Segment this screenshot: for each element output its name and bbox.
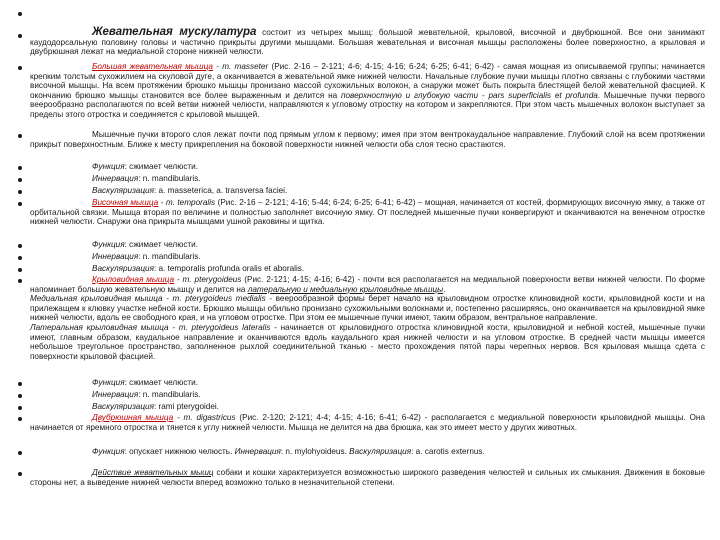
bullet: [18, 66, 22, 70]
label: Функция: [92, 162, 125, 171]
value: : a. carotis externus.: [411, 447, 485, 456]
vascularization-line: [92, 264, 720, 274]
italic-text: латеральную и медиальную крыловидные мышцы: [247, 284, 444, 294]
bullet: [18, 268, 22, 272]
paragraph-text: (Рис. 2-120; 2-121; 4-4; 4-15; 4-16; 6-41; 6-42) - располагается с медиальной поверхности крыловидной мышцы. Она начинается от яремного отростка и тянется к углу нижней челюсти. Мышца не делится на два брюшка, как это имеет место у других животных.: [30, 413, 705, 432]
bullet: [18, 382, 22, 386]
label: Васкуляризация: [349, 447, 412, 456]
bullet: [18, 244, 22, 248]
paragraph-text: состоит из четырех мышц: большой жевательной, крыловой, височной и двубрюшной. Все они занимают каудодорсальную половину головы и частично прикрыты другими мышцами. Большая жевательная и височная мышцы расположены более поверхностно, а крыловая и двубрюшная лежат на медиальной стороне нижней челюсти.: [30, 28, 706, 57]
bullet: [18, 12, 22, 16]
paragraph-masseter-layers: [30, 130, 705, 149]
value: : сжимает челюсти.: [124, 162, 199, 171]
value: : a. temporalis profunda oralis et aboralis.: [153, 264, 305, 273]
bullet: [18, 451, 22, 455]
value: : n. mandibularis.: [138, 390, 201, 399]
value: : a. masseterica, a. transversa faciei.: [153, 186, 288, 195]
paragraph-text: Мышечные пучки второго слоя лежат почти под прямым углом к первому; имея при этом вентрокаудальное направление. Глубокий слой на всем протяжении прикрыт поверхностным. Ближе к месту прикрепления на боковой поверхности нижней челюсти оба слоя тесно срастаются.: [30, 130, 705, 149]
value: : сжимает челюсти.: [124, 240, 199, 249]
bullet: [18, 394, 22, 398]
paragraph-masticatory-intro: [30, 28, 705, 57]
function-line: [92, 378, 720, 388]
paragraph-text: (Рис. 2-16 – 2-121; 4-16; 5-44; 6-24; 6-25; 6-41; 6-42) – мощная, начинается от костей, формирующих височную ямку, а также от орбитальной связки. Мышца вторая по величине и полностью заполняет височную ямку. От последней мышечные пучки конвергируют и оканчиваются на венечном отростке нижней челюсти. Снаружи она прикрыта мышцами ушной раковины и щитка.: [30, 198, 705, 227]
latin-name: - m. masseter: [212, 62, 269, 71]
latin-name: - m. temporalis: [158, 198, 216, 207]
label: Иннервация: [234, 447, 281, 456]
section-title: Жевательная мускулатура: [92, 26, 257, 38]
bullet: [18, 406, 22, 410]
paragraph-masseter: [30, 62, 705, 120]
paragraph-text: (Рис. 2-16 – 2-121; 4-6; 4-15; 4-16; 6-24; 6-25; 6-41; 6-42) - самая мощная из описываемой группы; начинается крепким толстым сухожилием на скуловой дуге, а оканчивается в жевательной ямке нижней челюсти. Начальные глубокие пучки мышцы плотно связаны с глубокими частями височной мышцы. На всем протяжении брюшко мышцы пронизано массой сухожильных волокон, а снаружи может быть покрыта блестящей белой жевательной фасцией. К окончанию брюшко мышцы становится все более выраженным и делится на: [30, 62, 705, 100]
function-line: [92, 240, 720, 250]
label: Васкуляризация: [92, 186, 154, 195]
paragraph-action: [30, 468, 705, 487]
value: : rami pterygoidei.: [153, 402, 220, 411]
label: Функция: [92, 447, 125, 456]
bullet: [18, 190, 22, 194]
bullet: [18, 279, 22, 283]
term-link[interactable]: Височная мышца: [92, 198, 159, 207]
italic-text: Действие жевательных мышц: [92, 468, 214, 477]
innervation-line: [92, 390, 720, 400]
paragraph-text: .: [443, 284, 446, 294]
function-innervation-vascularization-line: [92, 447, 720, 457]
paragraph-temporalis: [30, 198, 705, 227]
label: Васкуляризация: [92, 402, 154, 411]
latin-name: - m. digastricus: [173, 413, 236, 422]
paragraph-text: . Мышечные пучки первого веерообразно располагаются по всей ветви нижней челюсти, направляются к угловому отростку на котором и закрепляются. При этом часть мышечных волокон выступает за пределы этого отростка и соединяется с крыловой мышцей.: [30, 90, 705, 119]
term-link[interactable]: Крыловидная мышца: [92, 275, 175, 284]
italic-text: поверхностную и глубокую части - pars superficialis et profunda: [340, 90, 598, 100]
lateral-label: Латеральная крыловидная мышца - m. pterygoideus lateralis: [30, 322, 271, 332]
value: : n. mylohyoideus.: [280, 447, 350, 456]
paragraph-text: собаки и кошки характеризуется возможностью широкого разведения челюстей и сильных их смыкания. Движения в боковые стороны нет, а выведение нижней челюсти вперед возможно только в незначительной степени.: [30, 468, 705, 487]
innervation-line: [92, 174, 720, 184]
value: : n. mandibularis.: [138, 174, 201, 183]
value: : сжимает челюсти.: [124, 378, 199, 387]
bullet: [18, 202, 22, 206]
value: : опускает нижнюю челюсть.: [124, 447, 235, 456]
vascularization-line: [92, 402, 720, 412]
term-link[interactable]: Большая жевательная мышца: [92, 62, 213, 71]
label: Иннервация: [92, 252, 139, 261]
bullet: [18, 417, 22, 421]
label: Иннервация: [92, 174, 139, 183]
paragraph-digastricus: [30, 413, 705, 432]
bullet: [18, 134, 22, 138]
bullet: [18, 256, 22, 260]
paragraph-text: - начинается от крыловидного отростка клиновидной кости, крыловидной и небной костей, мышечные пучки имеют, главным образом, каудальное направление и оканчиваются вдоль каудального края нижней челюсти и на угловом отростке. В средней части мышцы имеется небольшое треугольное пространство, заполненное рыхлой соединительной тканью - место прохождения пятой пары черепных нервов. Вся крыловая мышца сдета с поверхности крыловой фасцией.: [30, 322, 705, 361]
paragraph-text: - веерообразной формы берет начало на крыловидном отростке клиновидной кости, крыловидной кости и на прилежащем к клювку участке небной кости. Брюшко мышцы обильно пронизано сухожильными волокнами и, постепенно расширяясь, оно оканчивается на крыловидной ямке нижней челюсти, вдоль ее свободного края, и на угловом отростке. При этом ее мышечные пучки имеют, таким образом, вентральное направление.: [30, 294, 705, 323]
bullet: [18, 472, 22, 476]
latin-name: - m. pterygoideus: [174, 275, 242, 284]
label: Иннервация: [92, 390, 139, 399]
label: Функция: [92, 378, 125, 387]
function-line: [92, 162, 720, 172]
label: Васкуляризация: [92, 264, 154, 273]
paragraph-pterygoideus: [30, 275, 705, 361]
term-link[interactable]: Двубрюшная мышца: [92, 413, 174, 422]
bullet: [18, 178, 22, 182]
value: : n. mandibularis.: [138, 252, 201, 261]
label: Функция: [92, 240, 125, 249]
paragraph-text: (Рис. 2-121; 4-15; 4-16; 6-42) - почти вся располагается на медиальной поверхности ветви нижней челюсти. По форме напоминает большую жевательную мышцу и делится на: [30, 275, 705, 294]
bullet: [18, 34, 22, 38]
medial-label: Медиальная крыловидная мышца - m. pterygoideus medialis: [30, 294, 266, 304]
vascularization-line: [92, 186, 720, 196]
bullet: [18, 166, 22, 170]
innervation-line: [92, 252, 720, 262]
